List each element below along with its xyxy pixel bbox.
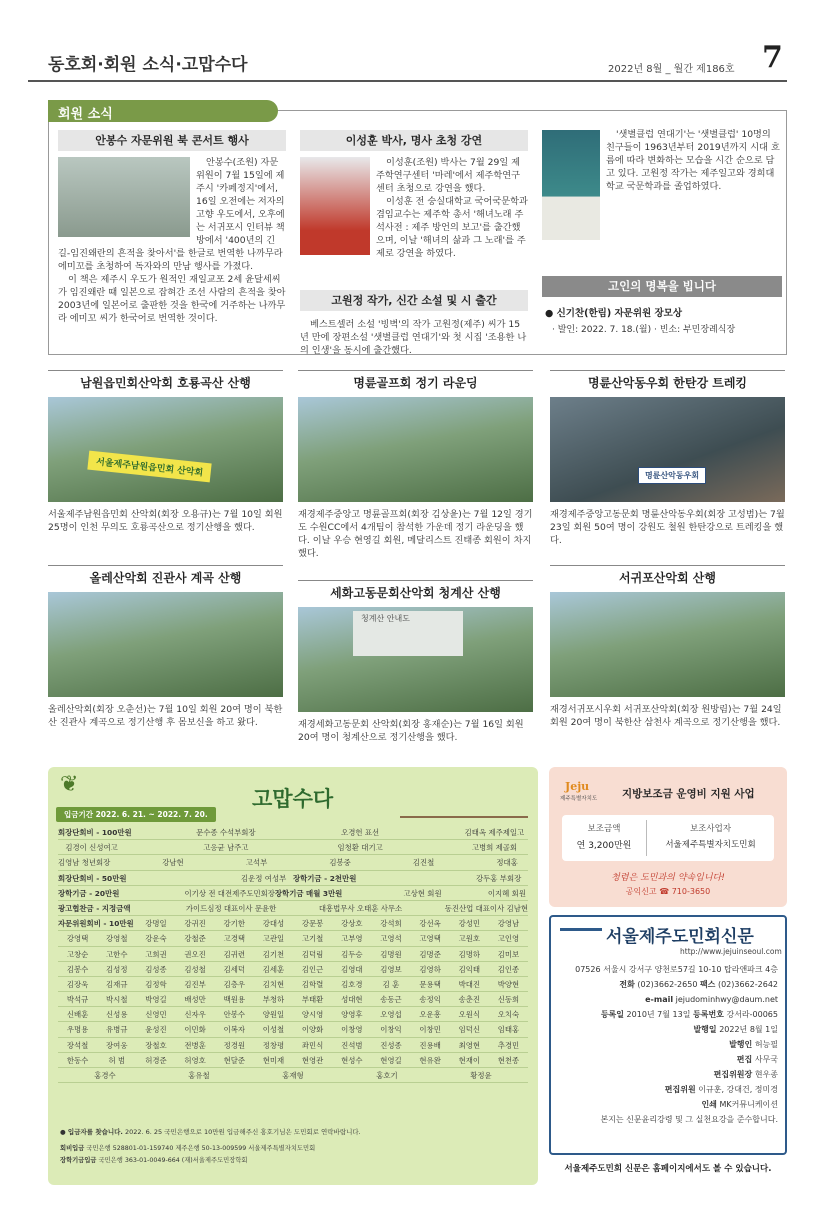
- label: 편집위원장: [713, 1070, 753, 1079]
- donor-cell: [125, 840, 192, 854]
- donor-cell: 부태환: [301, 995, 324, 1005]
- header-rule: [28, 80, 787, 82]
- donor-cell: 장철호: [145, 1040, 167, 1050]
- donor-row: [58, 977, 528, 992]
- donor-cell: 임덕신: [458, 1025, 481, 1035]
- article-text: 베스트셀러 소설 '빙벽'의 작가 고원정(제주) 씨가 15년 만에 장편소설 '샛별클럽 연대기'와 첫 시집 '조용한 나의 인생'을 동시에 출간했다.: [300, 319, 527, 356]
- donor-cell: 유병규: [106, 1025, 128, 1035]
- donor-cell: 현재이: [458, 1055, 481, 1065]
- donor-cell: 황정윤: [470, 1071, 492, 1080]
- donor-cell: 김태옥 제주제일고: [464, 828, 525, 837]
- donor-cell: 김미보: [497, 949, 520, 959]
- newspaper-details: [555, 962, 778, 1127]
- donor-cell: 장학기금 매월 3만원: [274, 888, 343, 898]
- donor-cell: 전병훈: [184, 1040, 206, 1050]
- value: (02)3662-2642: [717, 980, 778, 989]
- donor-cell: 강운숙: [145, 934, 167, 944]
- donor-cell: 장석철: [66, 1040, 89, 1050]
- donor-row: [58, 1007, 528, 1022]
- donor-cell: 성대현: [341, 995, 363, 1005]
- club-photo: [298, 607, 533, 712]
- donor-cell: 이창익: [380, 1025, 402, 1035]
- donor-cell: 박석규: [66, 995, 89, 1005]
- donor-cell: 김기천: [262, 949, 285, 959]
- donor-cell: 김층우: [223, 979, 245, 989]
- donor-cell: 이성철: [262, 1025, 285, 1035]
- value: 현우종: [754, 1070, 778, 1079]
- donor-cell: [444, 886, 486, 900]
- donor-cell: 김봉수: [66, 964, 89, 974]
- editor: [555, 1052, 778, 1067]
- donor-cell: 장학기금 - 2천만원: [293, 873, 357, 883]
- donor-note: [60, 1127, 525, 1136]
- donor-cell: [176, 871, 235, 885]
- donor-cell: 강선옥: [419, 919, 441, 929]
- donor-cell: 김세덕: [223, 964, 245, 974]
- donor-cell: 대흥법무사 오태훈 사무소: [318, 903, 403, 913]
- label: 발행일: [693, 1025, 717, 1034]
- donor-cell: 현영관: [301, 1055, 324, 1065]
- report-hotline: 공익신고 ☎ 710-3650: [625, 887, 711, 896]
- issue-date: 2022년 8월 _ 월간 제186호: [608, 64, 735, 75]
- obituary-detail: · 발인: 2022. 7. 18.(월) · 빈소: 부민장례식장: [552, 325, 736, 335]
- donor-cell: 김진철: [412, 858, 435, 868]
- donor-cell: 현유완: [419, 1055, 441, 1065]
- club-article: [48, 565, 283, 729]
- donor-cell: 강두홍 부회장: [476, 873, 522, 883]
- donor-cell: 양시영: [301, 1010, 324, 1020]
- club-text: 서울제주남원읍민회 산악회(회장 오용규)는 7월 10일 회원 25명이 인천 무의도 호룡곡산으로 정기산행을 했다.: [48, 509, 283, 533]
- donor-row: [58, 992, 528, 1007]
- donor-cell: [402, 901, 445, 915]
- donor-cell: 진성종: [380, 1040, 402, 1050]
- value: MK커뮤니케이션: [719, 1100, 778, 1109]
- donor-cell: 강문봉: [301, 919, 324, 929]
- club-title: 남원읍민회산악회 호룡곡산 산행: [48, 370, 283, 391]
- account-text: 국민은행 528801-01-159740 제주은행 50-13-009599 서울제주특별자치도민회: [86, 1145, 316, 1152]
- club-title: 명륜산악동우회 한탄강 트레킹: [550, 370, 785, 391]
- donor-cell: 김인근: [301, 964, 324, 974]
- donor-cell: 강상호: [341, 919, 363, 929]
- donor-cell: 이복자: [223, 1025, 245, 1035]
- donor-row: [58, 1053, 528, 1068]
- donor-cell: 안봉수: [223, 1010, 245, 1020]
- donor-cell: 송동근: [380, 995, 402, 1005]
- donor-cell: 문용택: [419, 979, 441, 989]
- donor-cell: 홍경수: [94, 1071, 116, 1080]
- operator-value: 서울제주특별자치도민회: [665, 840, 756, 850]
- value: 2022년 8월 1일: [719, 1025, 778, 1034]
- club-banner: 서울제주남원읍민회 산악회: [87, 451, 212, 483]
- article-ahn: [58, 130, 286, 325]
- article-ko: [300, 290, 528, 311]
- article-lee: [300, 130, 528, 260]
- integrity-slogan: 청렴은 도민과의 약속입니다!: [611, 873, 725, 883]
- editorial-members: [555, 1082, 778, 1097]
- donor-cell: 김두승: [341, 949, 363, 959]
- label: 편집: [736, 1055, 753, 1064]
- address: 07526 서울시 강서구 양천로57길 10-10 탑라앤파크 4층: [575, 965, 778, 974]
- donor-cell: 김재규: [106, 979, 128, 989]
- donor-row: [58, 962, 528, 977]
- donor-cell: 김귀련: [223, 949, 245, 959]
- donor-row: [58, 901, 528, 916]
- donor-cell: [277, 855, 319, 869]
- donor-cell: 현성수: [341, 1055, 363, 1065]
- donor-cell: [411, 871, 470, 885]
- donor-cell: 허 범: [108, 1055, 126, 1065]
- donor-cell: 오운흥: [419, 1010, 441, 1020]
- donor-cell: 고영석: [380, 934, 402, 944]
- note-text: 2022. 6. 25 국민은행으로 10만원 입금해주신 홍호기님은 도민회로 연락바랍니다.: [124, 1128, 361, 1136]
- subsidy-title: 지방보조금 운영비 지원 사업: [622, 788, 755, 800]
- club-photo: [48, 592, 283, 697]
- donor-cell: 장여웅: [106, 1040, 128, 1050]
- chief-editor: [555, 1067, 778, 1082]
- donor-cell: 김영보: [380, 964, 402, 974]
- donor-cell: 김세훈: [262, 964, 285, 974]
- donor-cell: 부청하: [262, 995, 285, 1005]
- donor-cell: 좌민식: [301, 1040, 324, 1050]
- donor-cell: 김영남 청년회장: [58, 858, 111, 868]
- donor-cell: 고부영: [341, 934, 363, 944]
- label: e-mail: [645, 995, 674, 1004]
- account-label: 회비입금: [60, 1145, 85, 1152]
- donor-cell: 고석부: [245, 858, 268, 868]
- account-label: 장학기금입금: [60, 1157, 97, 1164]
- donor-cell: 김성철: [184, 964, 206, 974]
- donor-cell: 백원용: [223, 995, 245, 1005]
- donor-cell: 현달준: [223, 1055, 245, 1065]
- photo-book-concert: [58, 157, 190, 237]
- donor-row: [58, 871, 528, 886]
- donor-cell: 윤성진: [145, 1025, 167, 1035]
- donor-cell: 고경택: [223, 934, 245, 944]
- donor-cell: [194, 855, 236, 869]
- book-cover-image: [542, 130, 600, 240]
- donor-row: [58, 886, 528, 901]
- newspaper-title: 서울제주도민회신문: [606, 927, 754, 947]
- donor-cell: 고상현 회원: [403, 888, 442, 898]
- donor-cell: 김장욱: [66, 979, 89, 989]
- article-text: '샛별클럽 연대기'는 '샛별클럽' 10명의 친구들이 1963년부터 2019년까지 시대 흐름에 따라 변화하는 모습을 시간 순으로 담고 있다. 고원정 작가는 제주일고와 경희대학교 국문학과를 졸업하였다.: [606, 129, 780, 192]
- donor-row: [58, 1038, 528, 1053]
- club-photo: [550, 592, 785, 697]
- donor-cell: 현천종: [497, 1055, 520, 1065]
- donor-cell: 고창순: [66, 949, 89, 959]
- label: 등록번호: [693, 1010, 724, 1019]
- donor-row: [58, 1068, 528, 1083]
- donor-cell: 허경준: [145, 1055, 167, 1065]
- homepage-note: 서울제주도민회 신문은 홈페이지에서도 볼 수 있습니다.: [564, 1164, 772, 1174]
- donor-cell: 고희권: [145, 949, 167, 959]
- donor-cell: 배성만: [184, 995, 206, 1005]
- donor-cell: 강성민: [458, 919, 480, 929]
- donor-cell: [394, 825, 461, 839]
- donor-cell: 장학기금 - 20만원: [58, 888, 120, 898]
- donor-cell: 임청환 대기고: [337, 843, 383, 853]
- donor-cell: 김호경: [341, 979, 363, 989]
- donor-cell: 김영하: [419, 964, 441, 974]
- donor-cell: 김성정: [106, 964, 128, 974]
- donor-row: [58, 916, 528, 931]
- club-article: [550, 565, 785, 729]
- club-banner: 명륜산악동우회: [638, 467, 706, 484]
- account-info: [60, 1143, 315, 1152]
- donor-cell: 강영택: [66, 934, 89, 944]
- donor-cell: 권오진: [184, 949, 206, 959]
- club-text: 재경서귀포시우회 서귀포산악회(회장 원방림)는 7월 24일 회원 20여 명이 북한산 삼천사 계곡으로 정기산행을 했다.: [550, 704, 782, 728]
- publisher: [555, 1037, 778, 1052]
- donor-cell: 신영민: [145, 1010, 167, 1020]
- donor-cell: 신성용: [106, 1010, 128, 1020]
- obituary-name: ● 신기찬(한림) 자문위원 장모상: [545, 308, 683, 319]
- article-title: 고원정 작가, 신간 소설 및 시 출간: [300, 290, 528, 311]
- donor-cell: [259, 825, 326, 839]
- label: 편집위원: [664, 1085, 696, 1094]
- article-text: 이성훈 전 숭실대학교 국어국문학과 겸임교수는 제주학 총서 '해녀노래 주석사전 : 제주 방언의 보고'를 출간했으며, 이날 '해녀의 삶과 그 노래'를 주제로 강연을 하였다.: [376, 196, 528, 259]
- donor-cell: 김경이 신성여고: [65, 843, 118, 853]
- donor-cell: [361, 855, 403, 869]
- club-text: 재경제주중앙고동문회 명륜산악동우회(회장 고성범)는 7월 23일 회원 50여 명이 강원도 철원 한탄강으로 트레킹을 했다.: [550, 509, 785, 546]
- donor-cell: 추경민: [497, 1040, 520, 1050]
- donor-cell: [143, 901, 186, 915]
- donor-cell: 김치현: [262, 979, 285, 989]
- donor-cell: 고관일: [262, 934, 285, 944]
- donor-cell: 김운정 여성부: [241, 873, 287, 883]
- donor-cell: 김진부: [184, 979, 206, 989]
- donor-cell: 회장단회비 - 50만원: [58, 873, 127, 883]
- donor-cell: 현미재: [262, 1055, 285, 1065]
- donor-cell: 오경헌 표선: [341, 828, 380, 837]
- donor-cell: 현영길: [380, 1055, 402, 1065]
- donor-cell: 김영대: [341, 964, 363, 974]
- donor-cell: 고응균 남주고: [203, 843, 249, 853]
- donor-cell: 김성종: [145, 964, 167, 974]
- donor-cell: 강철준: [184, 934, 206, 944]
- donor-cell: 임태홍: [497, 1025, 520, 1035]
- donor-cell: 홍재형: [282, 1071, 304, 1080]
- donor-cell: 신배훈: [66, 1010, 89, 1020]
- donor-row: [58, 1022, 528, 1037]
- donor-cell: 동진산업 대표이사 김남현: [444, 903, 528, 913]
- donor-cell: 이창민: [419, 1025, 441, 1035]
- article-title: 이성훈 박사, 명사 초청 강연: [300, 130, 528, 151]
- donor-cell: 강귀진: [184, 919, 206, 929]
- club-article: [48, 370, 283, 534]
- donor-cell: 가이드심정 대표이사 문윤한: [185, 903, 277, 913]
- donor-cell: 오치숙: [497, 1010, 520, 1020]
- donor-cell: 송정익: [419, 995, 441, 1005]
- donor-cell: 홍호기: [376, 1071, 398, 1080]
- donor-cell: 최영현: [458, 1040, 481, 1050]
- value: 2010년 7월 13일: [626, 1010, 691, 1019]
- donor-cell: 회장단회비 - 100만원: [58, 828, 132, 837]
- trail-sign: 청계산 안내도: [353, 611, 463, 656]
- donor-cell: 이지혜 회원: [487, 888, 526, 898]
- donor-cell: 김명하: [458, 949, 481, 959]
- donor-cell: 박영길: [145, 995, 167, 1005]
- donor-cell: 김봉중: [329, 858, 351, 868]
- page-number: 7: [762, 40, 783, 75]
- value: 이규훈, 강대건, 정미경: [698, 1085, 778, 1094]
- club-title: 명륜골프회 정기 라운딩: [298, 370, 533, 391]
- club-article: [550, 370, 785, 547]
- donor-cell: 강명일: [145, 919, 167, 929]
- club-text: 올레산악회(회장 오춘선)는 7월 10일 회원 20여 명이 북한산 진관사 계곡으로 정기산행 후 몸보신을 하고 왔다.: [48, 704, 283, 728]
- article-text: 안봉수(조원) 자문위원이 7월 15일에 제주시 '카페정지'에서, 16일 오전에는 저자의 고향 우도에서, 오후에는 서귀포시 인터뷰 책방에서 '400년의 긴 길-임진왜란의 흔적을 찾아서'를 한글로 번역한 나까무라 에미꼬를 초청하여 독자와의 만남 행사를 가졌다.: [58, 157, 285, 272]
- label: 발행인: [729, 1040, 753, 1049]
- value: 강서라-00065: [726, 1010, 778, 1019]
- donor-cell: 홍유철: [188, 1071, 210, 1080]
- club-title: 세화고동문회산악회 청계산 산행: [298, 580, 533, 601]
- value: jejudominhwy@daum.net: [675, 995, 778, 1004]
- donor-cell: 고인영: [497, 934, 520, 944]
- donor-cell: 우명용: [66, 1025, 89, 1035]
- donor-cell: 이민화: [184, 1025, 206, 1035]
- donor-cell: 정경원: [223, 1040, 245, 1050]
- obituary-title: 고인의 명복을 빕니다: [542, 276, 782, 297]
- club-title: 올레산악회 진관사 계곡 산행: [48, 565, 283, 586]
- donor-cell: 고한수: [106, 949, 128, 959]
- account-text: 국민은행 363-01-0049-664 (재)서울제주도민장학회: [98, 1157, 248, 1164]
- leaf-icon: ❦: [60, 772, 79, 797]
- email: [555, 992, 778, 1007]
- donor-cell: 오영섭: [380, 1010, 402, 1020]
- donor-cell: [110, 855, 152, 869]
- donor-cell: 신동희: [497, 995, 520, 1005]
- club-article: [298, 370, 533, 560]
- value: (02)3662-2650: [637, 980, 698, 989]
- label: 전화: [619, 980, 635, 989]
- operator-label: 보조사업자: [689, 824, 732, 834]
- donor-cell: 김 훈: [382, 979, 400, 989]
- photo-lee-portrait: [300, 157, 370, 255]
- donor-table: [58, 825, 528, 1083]
- landscape-illustration: [400, 788, 528, 818]
- donor-cell: 박시철: [106, 995, 128, 1005]
- donor-cell: 고병희 제골회: [471, 843, 517, 853]
- donor-cell: [394, 840, 461, 854]
- amount-label: 보조금액: [587, 824, 621, 834]
- donor-cell: 강영남: [497, 919, 520, 929]
- donor-cell: 문수종 수석부회장: [196, 828, 256, 837]
- label: 인쇄: [701, 1100, 717, 1109]
- donor-cell: 자문위원회비 - 10만원: [58, 919, 134, 929]
- club-photo: [48, 397, 283, 502]
- gomapsuda-title: 고맙수다: [252, 787, 334, 811]
- value: 허능필: [754, 1040, 778, 1049]
- donor-cell: 신자우: [184, 1010, 206, 1020]
- donor-cell: 오원식: [458, 1010, 481, 1020]
- donor-row: [58, 855, 528, 870]
- newspaper-url: http://www.jejuinseoul.com: [680, 947, 782, 956]
- donor-cell: 이창영: [341, 1025, 363, 1035]
- printer: [555, 1097, 778, 1112]
- donor-cell: 송춘진: [458, 995, 481, 1005]
- value: 사무국: [754, 1055, 778, 1064]
- donor-row: [58, 931, 528, 946]
- donor-cell: 강남현: [162, 858, 184, 868]
- club-article: [298, 580, 533, 744]
- account-info: [60, 1155, 247, 1164]
- donor-cell: 한동수: [66, 1055, 89, 1065]
- jeju-logo-sub: 제주특별자치도: [560, 796, 598, 802]
- donor-cell: 강대성: [262, 919, 285, 929]
- donor-cell: 진용배: [419, 1040, 441, 1050]
- donor-cell: 정대홍: [496, 858, 518, 868]
- club-photo: [550, 397, 785, 502]
- note-label: ● 입금자를 찾습니다.: [60, 1128, 123, 1136]
- donor-cell: 김인종: [497, 964, 520, 974]
- donor-cell: 허영호: [184, 1055, 206, 1065]
- article-text: 이성훈(조원) 박사는 7월 29일 제주학연구센터 '마레'에서 제주학연구센터 초청으로 강연을 했다.: [376, 157, 521, 194]
- donor-cell: 강기한: [223, 919, 245, 929]
- donor-cell: 양원일: [262, 1010, 285, 1020]
- article-text: 이 책은 제주시 우도가 원적인 재일교포 2세 윤달세씨가 임진왜란 때 일본으로 잡혀간 조선 사람의 흔적을 찾아 2003년에 일본어로 출판한 것을 한국에 거주하는 나까무라 에미꼬 씨가 한국어로 번역한 것이다.: [58, 274, 286, 324]
- donor-cell: 김덕림: [301, 949, 324, 959]
- donor-row: [58, 840, 528, 855]
- donor-cell: [359, 886, 401, 900]
- donor-cell: 강석희: [380, 919, 402, 929]
- donor-cell: 광고협찬금 - 지정금액: [58, 903, 131, 913]
- member-news-tab: 회원 소식: [48, 100, 278, 122]
- donor-cell: 김정학: [145, 979, 167, 989]
- article-title: 안봉수 자문위원 북 콘서트 행사: [58, 130, 286, 151]
- section-title: 동호회·회원 소식·고맙수다: [48, 55, 248, 75]
- donor-cell: 이기상 전 대전제주도민회장: [184, 888, 275, 898]
- club-photo: [298, 397, 533, 502]
- phone-fax: [555, 977, 778, 992]
- donor-cell: 박양현: [497, 979, 520, 989]
- donor-cell: 이양화: [301, 1025, 324, 1035]
- label: 등록일: [600, 1010, 624, 1019]
- donor-cell: 양영후: [341, 1010, 363, 1020]
- donor-cell: 진석범: [341, 1040, 363, 1050]
- donor-cell: 고기철: [301, 934, 324, 944]
- donor-cell: 김익태: [458, 964, 481, 974]
- donor-cell: 김명원: [380, 949, 402, 959]
- ethics-statement: 본지는 신문윤리강령 및 그 실천요강을 준수합니다.: [600, 1115, 778, 1124]
- deposit-period: 입금기간 2022. 6. 21. ~ 2022. 7. 20.: [56, 807, 216, 822]
- amount-value: 연 3,200만원: [576, 841, 632, 851]
- donor-cell: 박대진: [458, 979, 481, 989]
- donor-cell: 강영철: [106, 934, 128, 944]
- donor-cell: 고원호: [458, 934, 481, 944]
- donor-row: [58, 947, 528, 962]
- donor-cell: 김명준: [419, 949, 441, 959]
- club-text: 재경제주중앙고 명륜골프회(회장 김상윤)는 7월 12일 경기도 수원CC에서 4개팀이 참석한 가운데 정기 라운딩을 했다. 이날 우승 현영길 회원, 메달리스트 진태종 회원이 차지했다.: [298, 509, 533, 559]
- donor-cell: [276, 901, 319, 915]
- publish-date: [555, 1022, 778, 1037]
- donor-cell: [259, 840, 326, 854]
- donor-cell: [142, 886, 184, 900]
- title-rule: [560, 928, 602, 944]
- label: 팩스: [699, 980, 716, 989]
- donor-cell: [444, 855, 486, 869]
- donor-cell: 고영택: [419, 934, 441, 944]
- donor-cell: 정창평: [262, 1040, 285, 1050]
- donor-cell: 김학렬: [301, 979, 324, 989]
- club-text: 재경세화고동문회 산악회(회장 홍재순)는 7월 16일 회원 20여 명이 청계산으로 정기산행을 했다.: [298, 719, 524, 743]
- registration: [555, 1007, 778, 1022]
- club-title: 서귀포산악회 산행: [550, 565, 785, 586]
- donor-row: [58, 825, 528, 840]
- jeju-logo: Jeju: [565, 780, 590, 793]
